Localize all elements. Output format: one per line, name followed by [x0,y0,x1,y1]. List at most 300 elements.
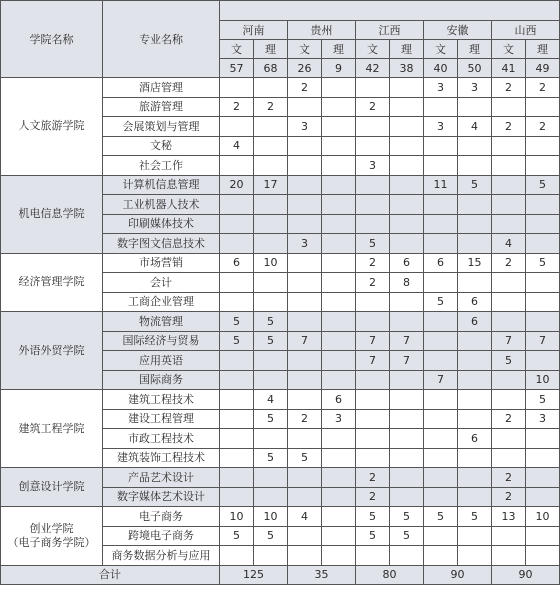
quota-value-cell [254,292,288,312]
quota-value-cell [254,468,288,488]
quota-value-cell [254,370,288,390]
quota-value-cell [288,468,322,488]
quota-value-cell [492,156,526,176]
quota-value-cell: 10 [254,507,288,527]
quota-value-cell [288,97,322,117]
quota-value-cell [322,214,356,234]
quota-value-cell [526,234,560,254]
quota-value-cell [458,234,492,254]
quota-value-cell [458,546,492,566]
major-name-cell: 物流管理 [103,312,220,332]
quota-value-cell: 4 [288,507,322,527]
quota-value-cell [492,448,526,468]
major-name-cell: 国际经济与贸易 [103,331,220,351]
quota-value-cell: 13 [492,507,526,527]
quota-cell: 40 [424,59,458,78]
quota-value-cell [220,487,254,507]
college-name-cell: 创业学院 （电子商务学院） [1,507,103,566]
college-name-cell: 经济管理学院 [1,253,103,312]
quota-cell: 9 [322,59,356,78]
quota-value-cell [220,351,254,371]
quota-value-cell [254,351,288,371]
quota-value-cell [526,448,560,468]
quota-value-cell: 6 [424,253,458,273]
table-row [1,78,560,98]
quota-value-cell: 2 [492,117,526,137]
major-name-cell: 酒店管理 [103,78,220,98]
province-header: 河南 [220,21,288,40]
quota-value-cell: 7 [288,331,322,351]
college-name-cell: 人文旅游学院 [1,78,103,176]
quota-value-cell [424,97,458,117]
quota-value-cell [526,312,560,332]
major-name-cell: 产品艺术设计 [103,468,220,488]
quota-value-cell [526,195,560,215]
quota-cell: 26 [288,59,322,78]
major-name-cell: 工商企业管理 [103,292,220,312]
quota-value-cell [526,487,560,507]
quota-value-cell: 7 [492,331,526,351]
province-header: 山西 [492,21,560,40]
quota-value-cell: 3 [424,117,458,137]
quota-value-cell [492,526,526,546]
quota-cell: 68 [254,59,288,78]
quota-value-cell [356,195,390,215]
quota-value-cell [492,195,526,215]
province-header: 贵州 [288,21,356,40]
quota-value-cell: 4 [492,234,526,254]
quota-value-cell [458,136,492,156]
quota-value-cell [526,214,560,234]
quota-value-cell [526,429,560,449]
quota-value-cell [458,351,492,371]
quota-value-cell [288,292,322,312]
major-name-cell: 建筑工程技术 [103,390,220,410]
quota-value-cell: 6 [220,253,254,273]
quota-value-cell [288,390,322,410]
quota-value-cell [322,351,356,371]
subject-type-cell: 文 [356,40,390,59]
quota-value-cell [220,195,254,215]
quota-value-cell: 5 [492,351,526,371]
quota-value-cell [220,390,254,410]
total-value-cell: 80 [356,565,424,584]
header-top-row [1,1,560,21]
quota-value-cell [322,234,356,254]
quota-value-cell [458,273,492,293]
quota-value-cell [322,526,356,546]
quota-value-cell: 2 [526,117,560,137]
quota-value-cell [390,97,424,117]
quota-value-cell: 4 [458,117,492,137]
quota-value-cell: 5 [254,331,288,351]
subject-type-cell: 理 [322,40,356,59]
quota-value-cell [424,156,458,176]
college-name-cell: 机电信息学院 [1,175,103,253]
subject-type-cell: 理 [526,40,560,59]
quota-value-cell [390,292,424,312]
quota-value-cell: 7 [390,351,424,371]
quota-value-cell: 2 [254,97,288,117]
quota-value-cell [458,448,492,468]
quota-value-cell [390,175,424,195]
quota-value-cell: 2 [356,253,390,273]
quota-value-cell [322,117,356,137]
table-body [1,78,560,566]
major-name-cell: 建筑装饰工程技术 [103,448,220,468]
quota-value-cell [220,429,254,449]
quota-value-cell: 5 [288,448,322,468]
subject-type-cell: 理 [254,40,288,59]
total-value-cell: 125 [220,565,288,584]
quota-value-cell [288,429,322,449]
quota-value-cell [322,507,356,527]
major-name-cell: 数字图文信息技术 [103,234,220,254]
quota-value-cell [254,487,288,507]
total-row [1,565,560,584]
quota-value-cell: 8 [390,273,424,293]
quota-value-cell [254,273,288,293]
quota-value-cell [288,351,322,371]
major-name-cell: 商务数据分析与应用 [103,546,220,566]
quota-value-cell: 20 [220,175,254,195]
quota-value-cell: 4 [220,136,254,156]
quota-value-cell [288,136,322,156]
quota-cell: 50 [458,59,492,78]
quota-value-cell [390,234,424,254]
quota-value-cell [356,117,390,137]
quota-value-cell [254,156,288,176]
table-row [1,507,560,527]
quota-value-cell: 5 [254,409,288,429]
quota-value-cell [526,351,560,371]
quota-value-cell: 6 [458,292,492,312]
quota-value-cell [220,409,254,429]
quota-value-cell: 5 [254,312,288,332]
quota-value-cell: 7 [390,331,424,351]
major-name-cell: 建设工程管理 [103,409,220,429]
table-row [1,312,560,332]
quota-value-cell [458,468,492,488]
quota-value-cell [492,312,526,332]
quota-value-cell [390,487,424,507]
quota-value-cell [492,546,526,566]
quota-value-cell [288,156,322,176]
quota-value-cell [390,468,424,488]
quota-value-cell [220,468,254,488]
quota-value-cell [322,468,356,488]
quota-value-cell: 2 [356,487,390,507]
quota-value-cell: 5 [424,292,458,312]
quota-value-cell: 6 [458,312,492,332]
quota-value-cell: 3 [458,78,492,98]
quota-value-cell: 5 [254,526,288,546]
quota-value-cell: 6 [390,253,424,273]
quota-value-cell: 5 [356,526,390,546]
quota-value-cell [254,429,288,449]
major-name-cell: 国际商务 [103,370,220,390]
quota-value-cell: 7 [424,370,458,390]
quota-value-cell [424,195,458,215]
quota-value-cell [424,273,458,293]
quota-value-cell [458,331,492,351]
major-name-cell: 社会工作 [103,156,220,176]
quota-value-cell [390,136,424,156]
quota-value-cell [424,390,458,410]
quota-value-cell [322,253,356,273]
quota-value-cell: 2 [356,273,390,293]
quota-value-cell [390,78,424,98]
quota-value-cell [220,214,254,234]
quota-value-cell [492,390,526,410]
major-name-cell: 市场营销 [103,253,220,273]
quota-value-cell [526,526,560,546]
quota-cell: 42 [356,59,390,78]
quota-value-cell [220,234,254,254]
quota-value-cell [254,78,288,98]
quota-value-cell [492,370,526,390]
quota-value-cell: 15 [458,253,492,273]
quota-value-cell: 4 [254,390,288,410]
quota-value-cell [526,97,560,117]
quota-value-cell: 3 [288,234,322,254]
quota-value-cell: 5 [424,507,458,527]
quota-value-cell [322,370,356,390]
quota-cell: 41 [492,59,526,78]
quota-value-cell [390,156,424,176]
quota-value-cell: 7 [356,351,390,371]
quota-value-cell [288,312,322,332]
quota-value-cell [424,487,458,507]
quota-value-cell [220,292,254,312]
quota-value-cell: 3 [356,156,390,176]
quota-cell: 57 [220,59,254,78]
quota-value-cell [424,214,458,234]
total-label: 合计 [1,565,220,584]
quota-value-cell [356,292,390,312]
quota-value-cell [322,448,356,468]
table-row [1,390,560,410]
quota-value-cell [390,409,424,429]
quota-value-cell: 2 [492,468,526,488]
quota-value-cell [458,195,492,215]
quota-value-cell [390,214,424,234]
quota-value-cell: 6 [322,390,356,410]
quota-value-cell [288,370,322,390]
quota-value-cell [458,409,492,429]
major-name-cell: 会展策划与管理 [103,117,220,137]
quota-value-cell [288,195,322,215]
quota-value-cell [356,546,390,566]
quota-value-cell: 2 [492,409,526,429]
quota-value-cell [220,156,254,176]
quota-value-cell: 10 [526,507,560,527]
quota-value-cell [458,390,492,410]
quota-value-cell [356,390,390,410]
quota-value-cell: 5 [526,390,560,410]
subject-type-cell: 文 [424,40,458,59]
total-value-cell: 35 [288,565,356,584]
province-header: 安徽 [424,21,492,40]
quota-value-cell [322,195,356,215]
quota-value-cell [458,370,492,390]
quota-value-cell: 11 [424,175,458,195]
quota-value-cell: 2 [492,78,526,98]
quota-value-cell: 3 [424,78,458,98]
quota-value-cell [356,409,390,429]
quota-value-cell [288,214,322,234]
quota-value-cell [424,312,458,332]
quota-value-cell [492,136,526,156]
quota-value-cell [356,448,390,468]
quota-value-cell [322,156,356,176]
major-name-cell: 文秘 [103,136,220,156]
table-row [1,468,560,488]
quota-value-cell [220,78,254,98]
quota-value-cell [356,312,390,332]
quota-value-cell [288,487,322,507]
quota-value-cell [390,195,424,215]
quota-value-cell [220,370,254,390]
subject-type-cell: 理 [390,40,424,59]
quota-value-cell [220,117,254,137]
quota-value-cell: 5 [526,253,560,273]
quota-value-cell [322,175,356,195]
quota-value-cell: 5 [390,526,424,546]
quota-value-cell [356,214,390,234]
quota-value-cell [526,273,560,293]
quota-value-cell [220,448,254,468]
quota-value-cell [356,429,390,449]
quota-value-cell [424,448,458,468]
quota-value-cell: 5 [220,312,254,332]
major-name-cell: 数字媒体艺术设计 [103,487,220,507]
quota-value-cell [322,429,356,449]
quota-value-cell [220,546,254,566]
quota-value-cell: 10 [220,507,254,527]
quota-value-cell: 5 [356,234,390,254]
major-column-header: 专业名称 [103,1,220,78]
quota-value-cell [322,136,356,156]
quota-value-cell: 6 [458,429,492,449]
quota-cell: 38 [390,59,424,78]
table-row [1,175,560,195]
quota-value-cell [390,546,424,566]
quota-value-cell [254,136,288,156]
quota-value-cell: 10 [526,370,560,390]
quota-value-cell [424,429,458,449]
quota-value-cell [322,312,356,332]
major-name-cell: 应用英语 [103,351,220,371]
quota-value-cell: 2 [492,487,526,507]
quota-value-cell [322,97,356,117]
quota-value-cell [424,546,458,566]
quota-value-cell: 5 [220,526,254,546]
quota-value-cell [424,409,458,429]
college-name-cell: 外语外贸学院 [1,312,103,390]
quota-value-cell [390,370,424,390]
quota-value-cell: 5 [254,448,288,468]
total-value-cell: 90 [424,565,492,584]
quota-value-cell [492,273,526,293]
college-column-header: 学院名称 [1,1,103,78]
major-name-cell: 工业机器人技术 [103,195,220,215]
quota-value-cell [492,292,526,312]
quota-value-cell [424,351,458,371]
quota-value-cell [390,429,424,449]
quota-value-cell: 5 [356,507,390,527]
quota-value-cell: 2 [356,468,390,488]
quota-value-cell: 5 [458,507,492,527]
quota-value-cell: 7 [356,331,390,351]
quota-value-cell [526,156,560,176]
major-name-cell: 印刷媒体技术 [103,214,220,234]
quota-value-cell: 2 [356,97,390,117]
subject-type-cell: 文 [288,40,322,59]
quota-value-cell [424,234,458,254]
quota-value-cell [254,546,288,566]
quota-value-cell [526,136,560,156]
quota-value-cell: 3 [526,409,560,429]
quota-value-cell [492,214,526,234]
subject-type-cell: 文 [492,40,526,59]
quota-value-cell: 5 [526,175,560,195]
quota-value-cell [424,468,458,488]
quota-value-cell: 10 [254,253,288,273]
quota-value-cell [322,546,356,566]
quota-value-cell [288,253,322,273]
major-name-cell: 市政工程技术 [103,429,220,449]
quota-value-cell [356,78,390,98]
quota-value-cell [220,273,254,293]
quota-value-cell [424,136,458,156]
quota-value-cell [322,273,356,293]
quota-value-cell [492,175,526,195]
quota-value-cell: 17 [254,175,288,195]
quota-value-cell [458,487,492,507]
quota-value-cell [322,292,356,312]
quota-value-cell: 2 [288,78,322,98]
quota-value-cell: 2 [492,253,526,273]
table-row [1,253,560,273]
quota-value-cell [424,331,458,351]
quota-value-cell [458,97,492,117]
quota-value-cell [322,487,356,507]
major-name-cell: 跨境电子商务 [103,526,220,546]
quota-value-cell [254,214,288,234]
quota-value-cell [424,526,458,546]
quota-value-cell [492,429,526,449]
quota-value-cell [322,78,356,98]
quota-value-cell [254,234,288,254]
quota-value-cell: 2 [220,97,254,117]
quota-value-cell [288,175,322,195]
quota-value-cell: 2 [288,409,322,429]
college-name-cell: 创意设计学院 [1,468,103,507]
quota-value-cell [356,175,390,195]
quota-value-cell: 5 [458,175,492,195]
quota-value-cell [254,195,288,215]
header-blank-band [220,1,560,21]
quota-value-cell [458,214,492,234]
major-name-cell: 计算机信息管理 [103,175,220,195]
quota-value-cell: 3 [288,117,322,137]
subject-type-cell: 理 [458,40,492,59]
quota-value-cell: 3 [322,409,356,429]
major-name-cell: 电子商务 [103,507,220,527]
major-name-cell: 旅游管理 [103,97,220,117]
total-value-cell: 90 [492,565,560,584]
